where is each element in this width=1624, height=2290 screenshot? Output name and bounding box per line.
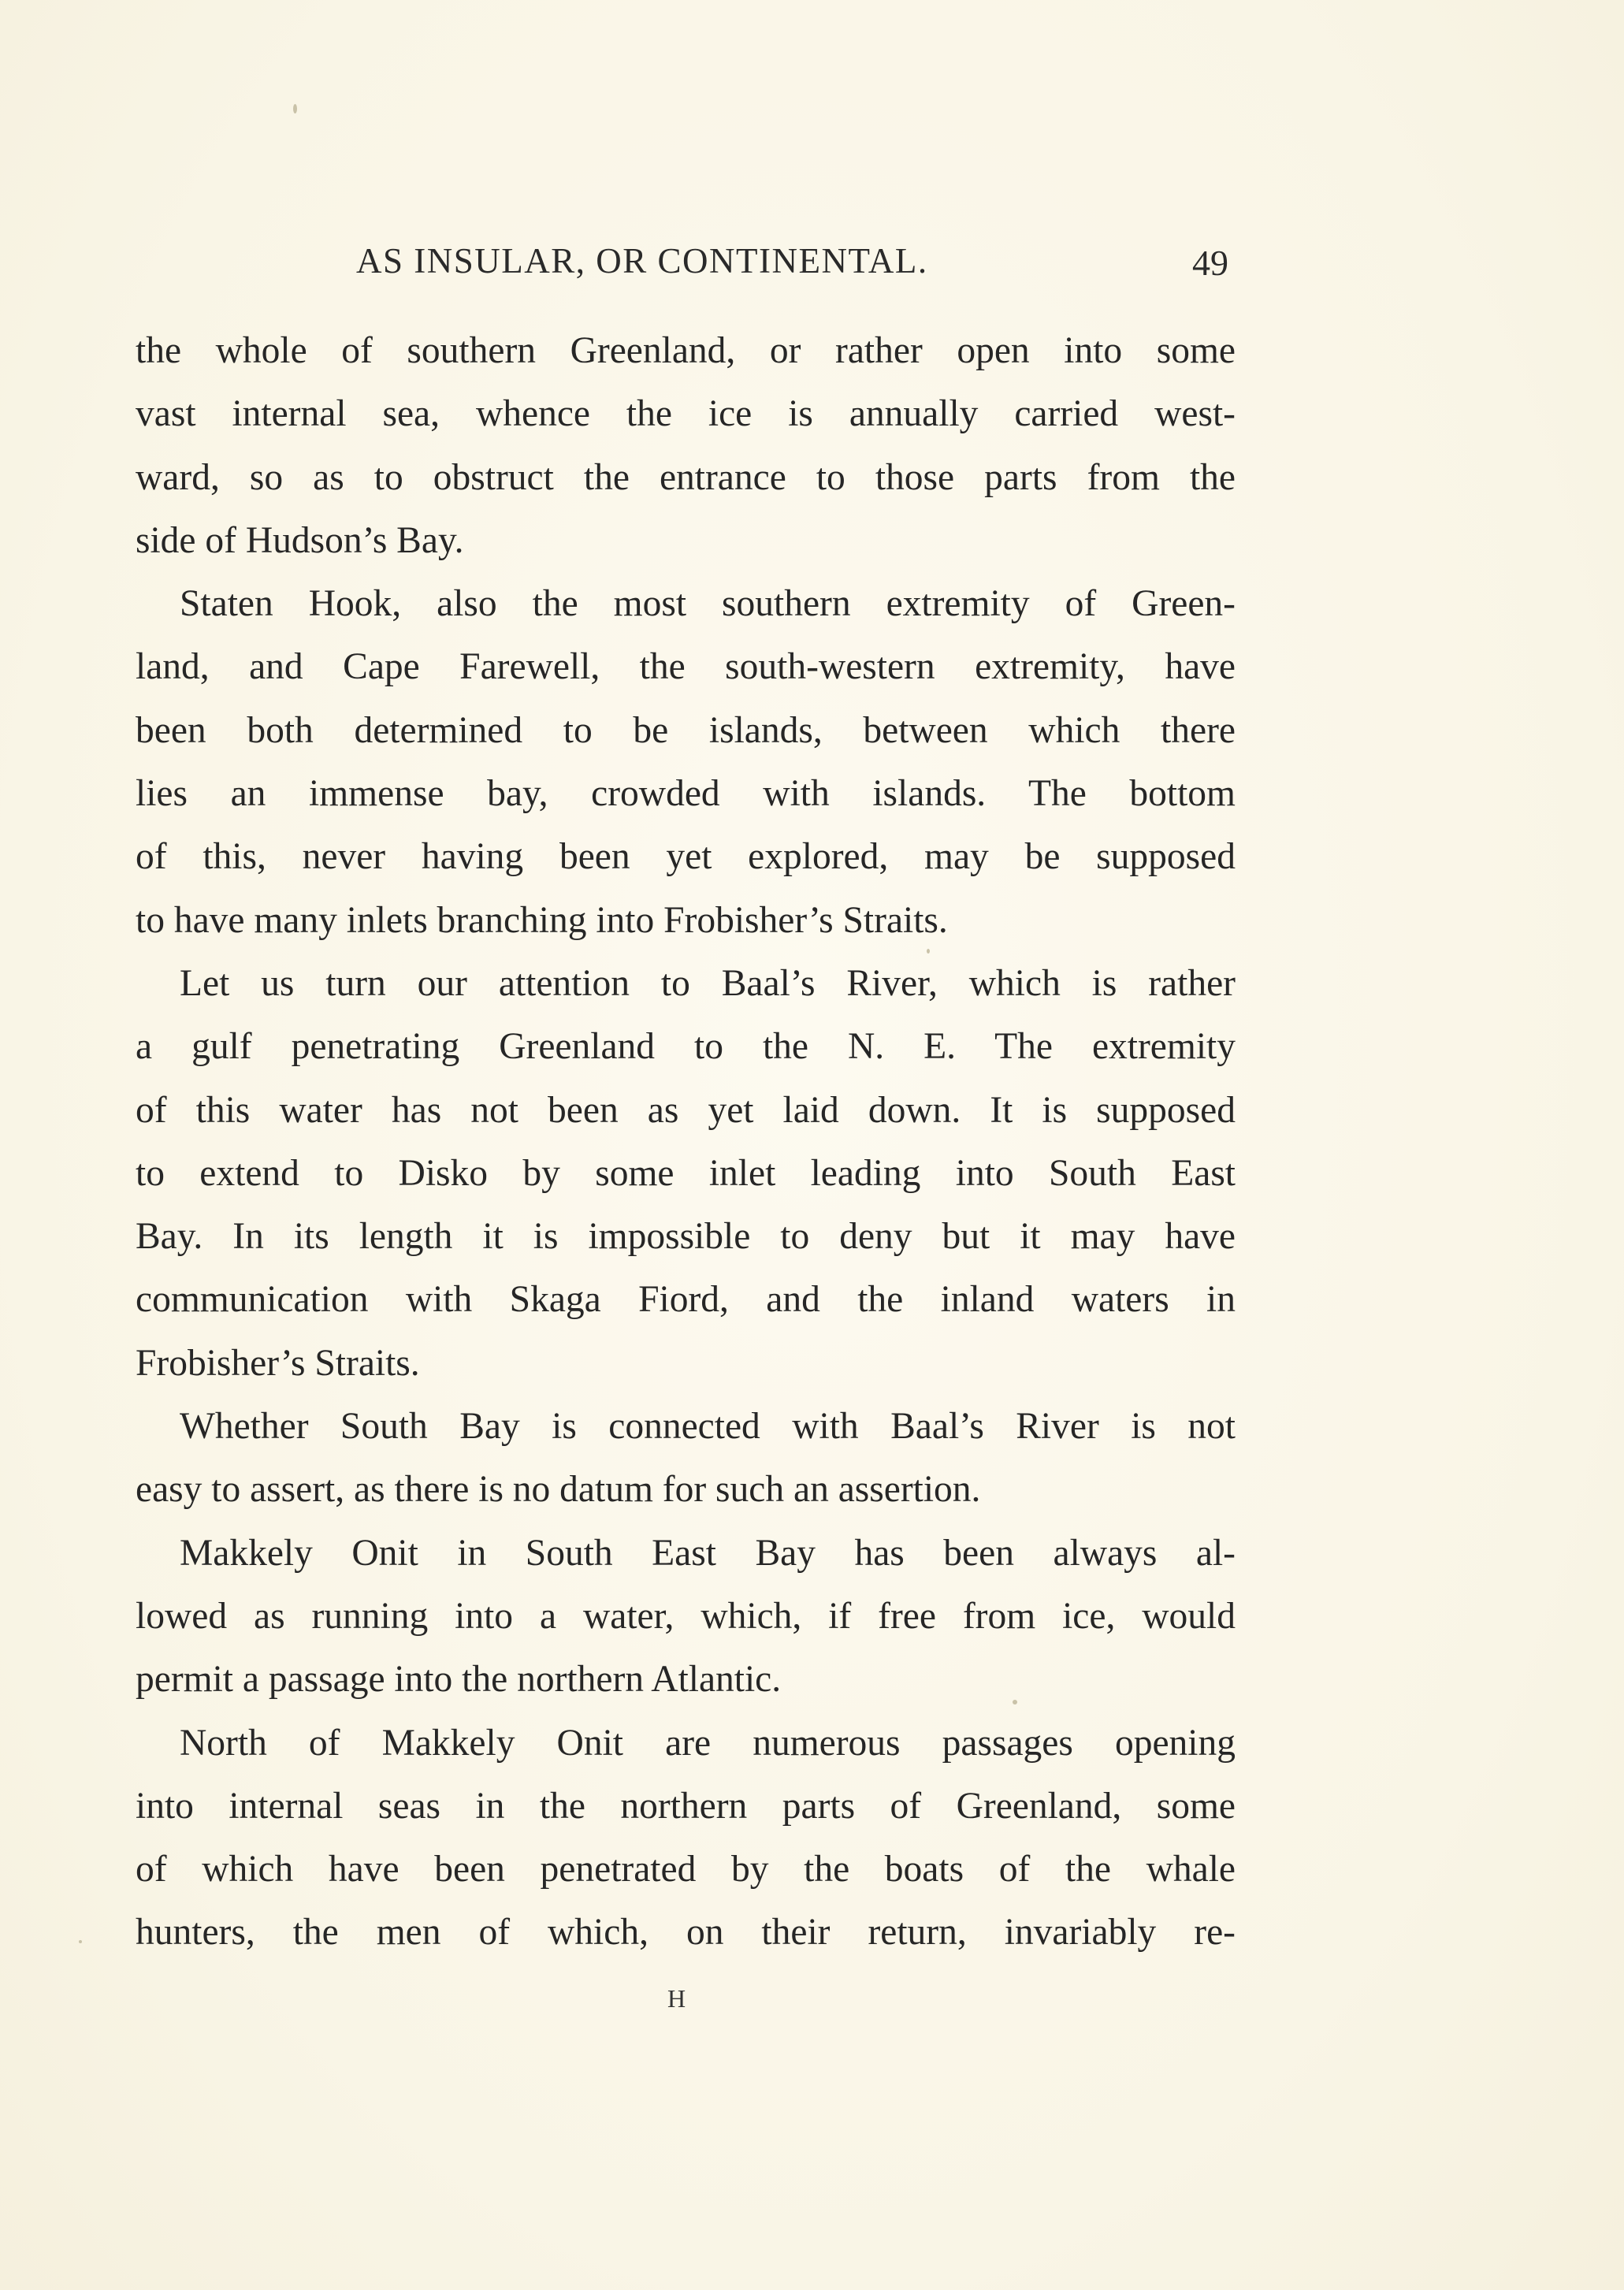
- text-line: to extend to Disko by some inlet leading into South East: [136, 1152, 1236, 1194]
- paper-speck: [1013, 1700, 1017, 1704]
- paper-speck: [293, 104, 297, 113]
- text-line: land, and Cape Farewell, the south-western extremity, have: [136, 646, 1236, 688]
- text-line: into internal seas in the northern parts of Greenland, some: [136, 1785, 1236, 1827]
- paper-speck: [79, 1940, 82, 1943]
- paragraph-start-line: Staten Hook, also the most southern extremity of Green-: [180, 583, 1236, 625]
- paragraph-start-line: Let us turn our attention to Baal’s River, which is rather: [180, 962, 1236, 1004]
- text-line: a gulf penetrating Greenland to the N. E. The extremity: [136, 1026, 1236, 1068]
- text-line: communication with Skaga Fiord, and the inland waters in: [136, 1279, 1236, 1321]
- paragraph-start-line: Whether South Bay is connected with Baal’s River is not: [180, 1406, 1236, 1448]
- text-line: been both determined to be islands, between which there: [136, 709, 1236, 751]
- page-number: 49: [1192, 243, 1228, 283]
- text-line: ward, so as to obstruct the entrance to those parts from the: [136, 456, 1236, 498]
- text-line: hunters, the men of which, on their return, invariably re-: [136, 1912, 1236, 1954]
- paragraph-start-line: Makkely Onit in South East Bay has been always al-: [180, 1532, 1236, 1574]
- text-line: Frobisher’s Straits.: [136, 1342, 420, 1384]
- body-text: [136, 319, 1236, 1965]
- text-line: side of Hudson’s Bay.: [136, 519, 464, 561]
- text-line: of this, never having been yet explored, may be supposed: [136, 836, 1236, 878]
- text-line: lies an immense bay, crowded with islands. The bottom: [136, 773, 1236, 815]
- signature-mark: H: [667, 1984, 687, 2013]
- text-line: easy to assert, as there is no datum for such an assertion.: [136, 1469, 981, 1511]
- paragraph-start-line: North of Makkely Onit are numerous passages opening: [180, 1722, 1236, 1764]
- text-line: vast internal sea, whence the ice is annually carried west-: [136, 393, 1236, 435]
- text-line: of which have been penetrated by the boats of the whale: [136, 1849, 1236, 1890]
- page-header: [136, 240, 1239, 288]
- text-line: lowed as running into a water, which, if free from ice, would: [136, 1595, 1236, 1637]
- text-line: Bay. In its length it is impossible to deny but it may have: [136, 1216, 1236, 1258]
- text-line: to have many inlets branching into Frobisher’s Straits.: [136, 899, 948, 941]
- text-line: the whole of southern Greenland, or rather open into some: [136, 330, 1236, 371]
- text-line: of this water has not been as yet laid down. It is supposed: [136, 1089, 1236, 1131]
- running-head: AS INSULAR, OR CONTINENTAL.: [356, 241, 928, 281]
- paper-speck: [927, 949, 930, 954]
- text-line: permit a passage into the northern Atlantic.: [136, 1659, 782, 1701]
